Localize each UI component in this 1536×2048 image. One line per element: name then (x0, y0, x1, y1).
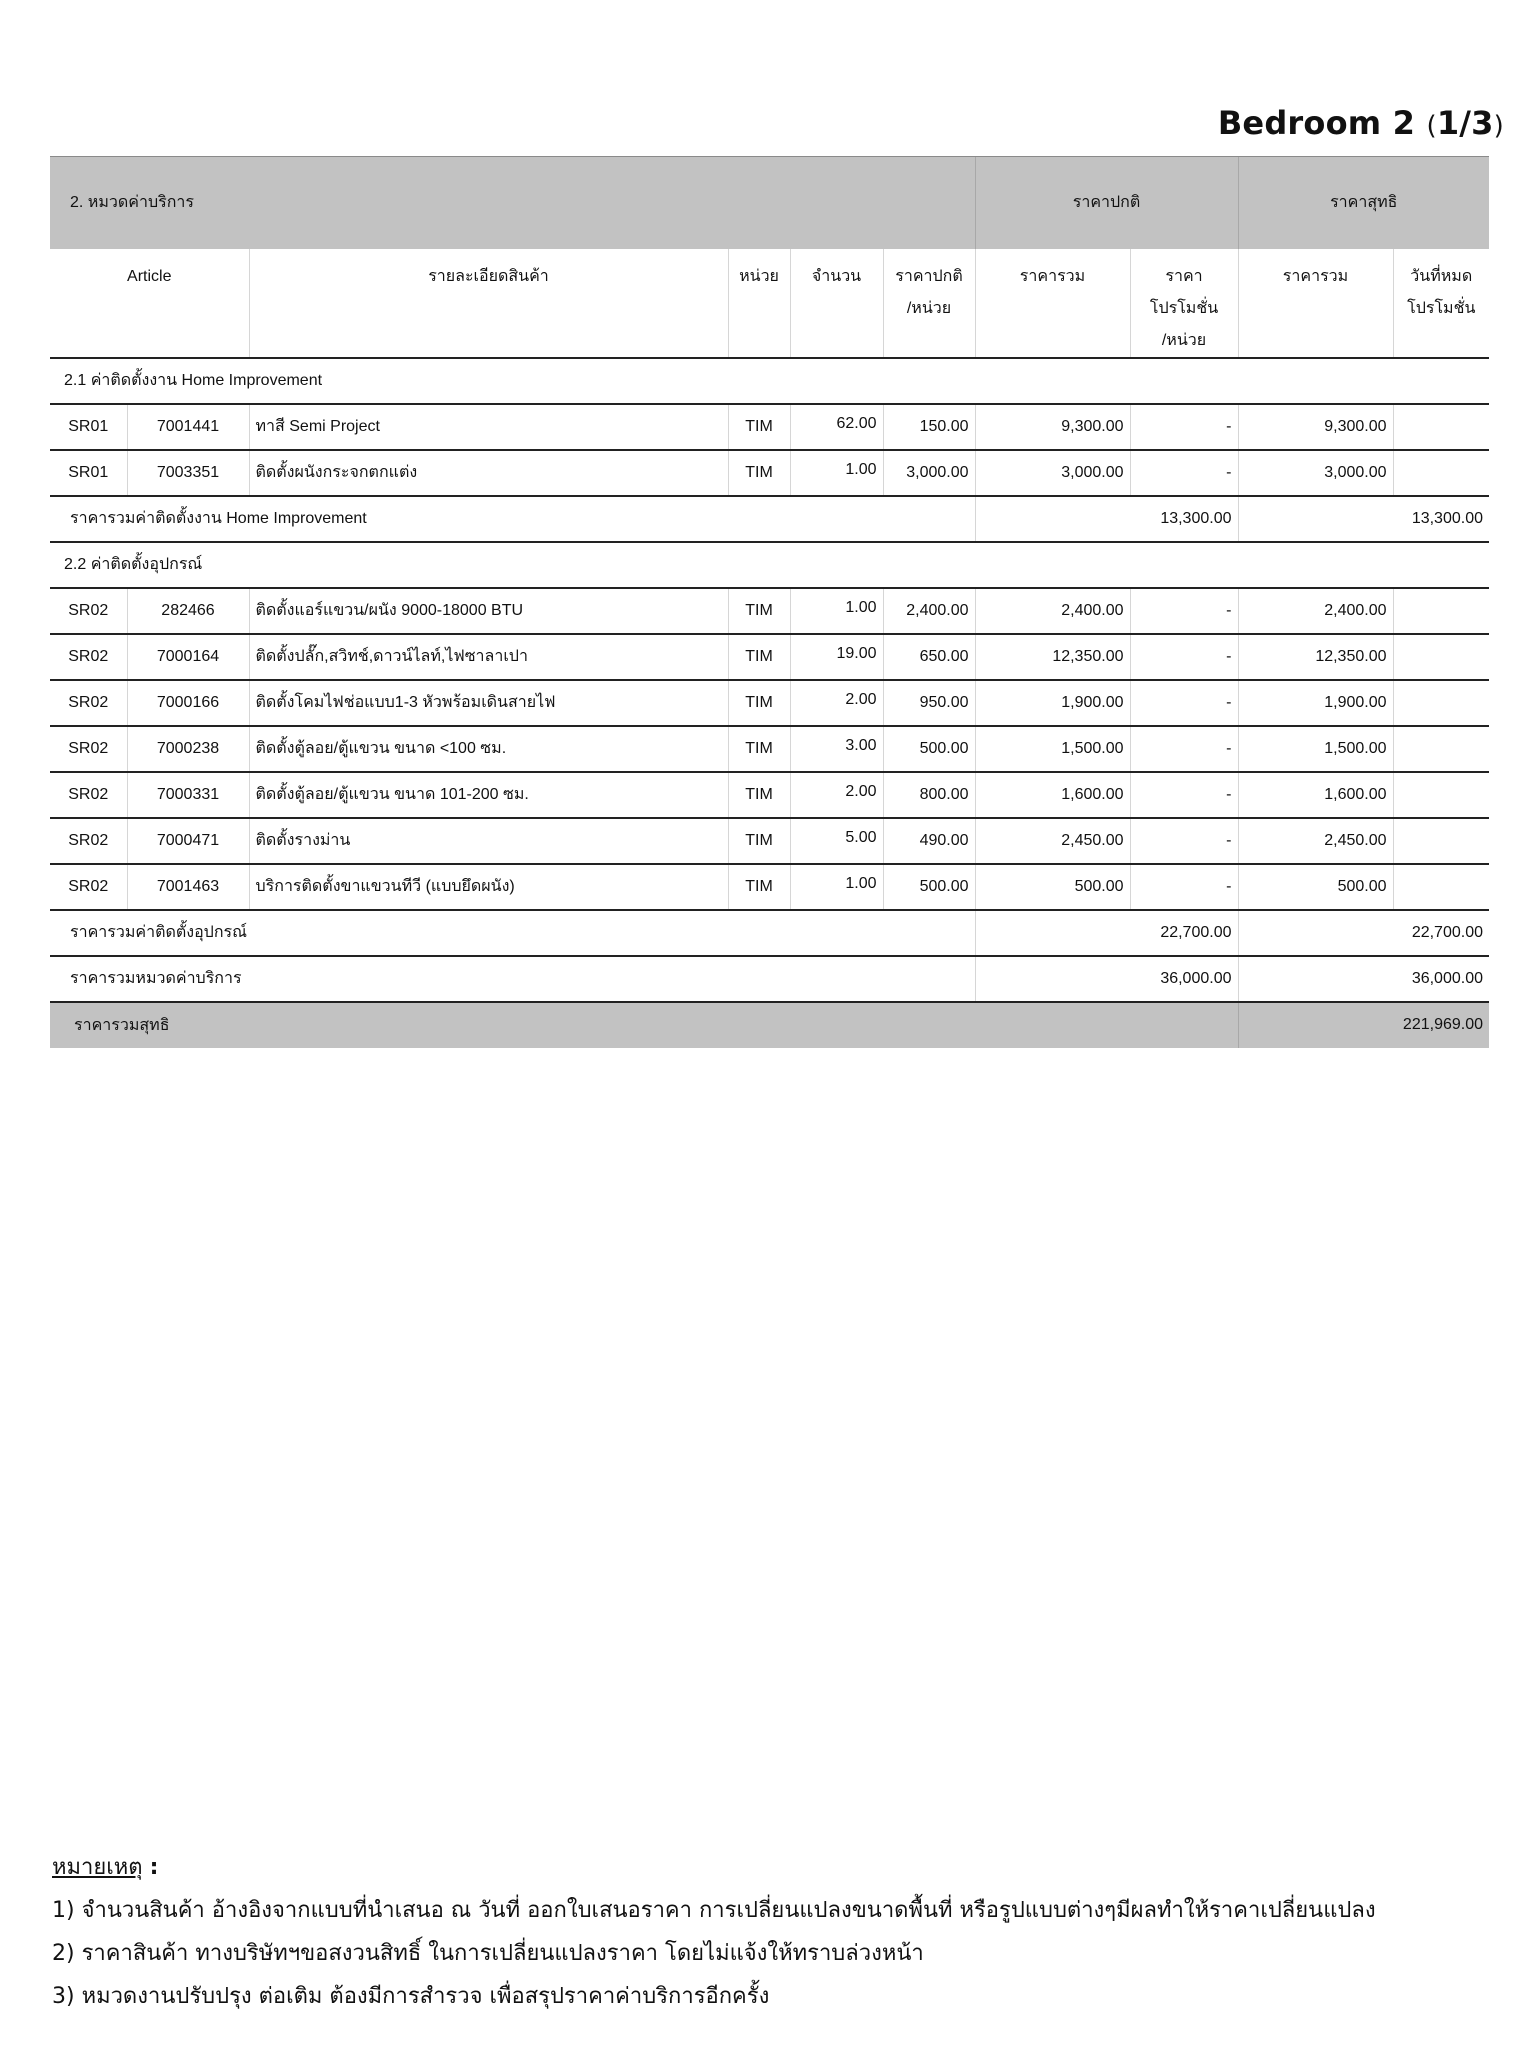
cell-qty: 5.00 (790, 818, 883, 864)
cell-article: 7001441 (127, 404, 249, 450)
category-header-row (50, 157, 1489, 249)
band-normal-price: ราคาปกติ (975, 157, 1238, 249)
cell-unit-price: 490.00 (883, 818, 975, 864)
cell-promo-price: - (1130, 818, 1238, 864)
cell-qty: 2.00 (790, 680, 883, 726)
col-promo-price: ราคา โปรโมชั่น /หน่วย (1130, 249, 1238, 358)
cell-unit: TIM (728, 864, 790, 910)
table-row (50, 404, 1489, 450)
cell-promo-end (1393, 680, 1489, 726)
cell-total: 500.00 (975, 864, 1130, 910)
table-row (50, 588, 1489, 634)
cell-article: 7000471 (127, 818, 249, 864)
cell-total: 2,450.00 (975, 818, 1130, 864)
cell-promo-price: - (1130, 588, 1238, 634)
cell-promo-end (1393, 588, 1489, 634)
cell-code: SR02 (50, 818, 127, 864)
cell-unit: TIM (728, 404, 790, 450)
page-indicator-close: ) (1493, 111, 1504, 141)
cell-code: SR02 (50, 680, 127, 726)
cell-article: 7001463 (127, 864, 249, 910)
cell-total: 2,400.00 (975, 588, 1130, 634)
cell-total: 1,600.00 (975, 772, 1130, 818)
cell-promo-total: 3,000.00 (1238, 450, 1393, 496)
cell-unit-price: 150.00 (883, 404, 975, 450)
cell-article: 7000164 (127, 634, 249, 680)
page-title (1218, 104, 1504, 142)
subtotal-label: ราคารวมค่าติดตั้งงาน Home Improvement (50, 496, 975, 542)
subtotal-row (50, 910, 1489, 956)
cell-unit-price: 950.00 (883, 680, 975, 726)
cell-description: บริการติดตั้งขาแขวนทีวี (แบบยึดผนัง) (249, 864, 728, 910)
quotation-table (50, 156, 1489, 1048)
cell-promo-price: - (1130, 772, 1238, 818)
cell-unit: TIM (728, 588, 790, 634)
group-title-row (50, 542, 1489, 588)
col-total: ราคารวม (975, 249, 1130, 358)
cell-article: 7000166 (127, 680, 249, 726)
col-article: Article (50, 249, 249, 358)
page-indicator-open: ( (1426, 111, 1437, 141)
cell-promo-end (1393, 726, 1489, 772)
notes-title: หมายเหตุ (52, 1855, 143, 1880)
cell-promo-total: 2,450.00 (1238, 818, 1393, 864)
subtotal-net-value: 13,300.00 (1238, 496, 1489, 542)
cell-unit-price: 500.00 (883, 726, 975, 772)
cell-code: SR02 (50, 588, 127, 634)
cell-promo-total: 2,400.00 (1238, 588, 1393, 634)
cell-description: ติดตั้งตู้ลอย/ตู้แขวน ขนาด 101-200 ซม. (249, 772, 728, 818)
col-unit: หน่วย (728, 249, 790, 358)
cell-unit: TIM (728, 818, 790, 864)
cell-code: SR01 (50, 404, 127, 450)
cell-promo-price: - (1130, 634, 1238, 680)
cell-article: 282466 (127, 588, 249, 634)
category-title: 2. หมวดค่าบริการ (50, 157, 975, 249)
cell-total: 12,350.00 (975, 634, 1130, 680)
note-item: 1) จำนวนสินค้า อ้างอิงจากแบบที่นำเสนอ ณ วันที่ ออกใบเสนอราคา การเปลี่ยนแปลงขนาดพื้นที่ หรือรูปแบบต่างๆมีผลทำให้ราคาเปลี่ยนแปลง (52, 1898, 1376, 1923)
cell-unit-price: 650.00 (883, 634, 975, 680)
cell-unit: TIM (728, 634, 790, 680)
cell-description: ติดตั้งผนังกระจกตกแต่ง (249, 450, 728, 496)
cell-promo-price: - (1130, 864, 1238, 910)
cell-description: ติดตั้งรางม่าน (249, 818, 728, 864)
cell-description: ติดตั้งปลั๊ก,สวิทช์,ดาวน์ไลท์,ไฟซาลาเปา (249, 634, 728, 680)
cell-unit-price: 3,000.00 (883, 450, 975, 496)
cell-unit-price: 2,400.00 (883, 588, 975, 634)
grand-total-label: ราคารวมสุทธิ (74, 1016, 170, 1034)
cell-unit: TIM (728, 680, 790, 726)
cell-code: SR02 (50, 864, 127, 910)
table-row (50, 818, 1489, 864)
cell-unit-price: 500.00 (883, 864, 975, 910)
subtotal-row (50, 496, 1489, 542)
cell-article: 7000238 (127, 726, 249, 772)
cell-unit-price: 800.00 (883, 772, 975, 818)
group-title-row (50, 358, 1489, 404)
cell-promo-total: 500.00 (1238, 864, 1393, 910)
cell-unit: TIM (728, 450, 790, 496)
page-indicator: 1/3 (1436, 104, 1494, 142)
cell-qty: 3.00 (790, 726, 883, 772)
cell-description: ติดตั้งโคมไฟช่อแบบ1-3 หัวพร้อมเดินสายไฟ (249, 680, 728, 726)
subtotal-value: 22,700.00 (975, 910, 1238, 956)
table-row (50, 634, 1489, 680)
cell-description: ทาสี Semi Project (249, 404, 728, 450)
cell-promo-end (1393, 864, 1489, 910)
category-total-net-value: 36,000.00 (1238, 956, 1489, 1002)
cell-promo-end (1393, 404, 1489, 450)
cell-total: 9,300.00 (975, 404, 1130, 450)
cell-promo-total: 12,350.00 (1238, 634, 1393, 680)
col-qty: จำนวน (790, 249, 883, 358)
cell-qty: 2.00 (790, 772, 883, 818)
grand-total-row (50, 1002, 1489, 1048)
page-title-text: Bedroom 2 (1217, 104, 1416, 142)
cell-code: SR02 (50, 726, 127, 772)
cell-qty: 19.00 (790, 634, 883, 680)
table-row (50, 680, 1489, 726)
cell-qty: 62.00 (790, 404, 883, 450)
cell-promo-price: - (1130, 680, 1238, 726)
cell-description: ติดตั้งตู้ลอย/ตู้แขวน ขนาด <100 ซม. (249, 726, 728, 772)
notes-section (52, 1846, 1376, 2018)
cell-total: 1,900.00 (975, 680, 1130, 726)
cell-promo-total: 9,300.00 (1238, 404, 1393, 450)
cell-code: SR02 (50, 772, 127, 818)
col-promo-end: วันที่หมด โปรโมชั่น (1393, 249, 1489, 358)
cell-promo-end (1393, 634, 1489, 680)
cell-promo-price: - (1130, 726, 1238, 772)
notes-colon: : (149, 1855, 159, 1880)
col-description: รายละเอียดสินค้า (249, 249, 728, 358)
group-title: 2.1 ค่าติดตั้งงาน Home Improvement (50, 358, 1489, 404)
band-net-price: ราคาสุทธิ (1238, 157, 1489, 249)
category-total-value: 36,000.00 (975, 956, 1238, 1002)
table-row (50, 726, 1489, 772)
cell-total: 3,000.00 (975, 450, 1130, 496)
cell-qty: 1.00 (790, 588, 883, 634)
table-row (50, 864, 1489, 910)
cell-promo-price: - (1130, 404, 1238, 450)
cell-total: 1,500.00 (975, 726, 1130, 772)
cell-promo-total: 1,600.00 (1238, 772, 1393, 818)
cell-promo-end (1393, 450, 1489, 496)
col-unit-price: ราคาปกติ /หน่วย (883, 249, 975, 358)
column-header-row (50, 249, 1489, 358)
cell-article: 7000331 (127, 772, 249, 818)
cell-unit: TIM (728, 772, 790, 818)
cell-code: SR01 (50, 450, 127, 496)
cell-article: 7003351 (127, 450, 249, 496)
cell-promo-total: 1,500.00 (1238, 726, 1393, 772)
group-title: 2.2 ค่าติดตั้งอุปกรณ์ (50, 542, 1489, 588)
table-row (50, 772, 1489, 818)
cell-promo-end (1393, 772, 1489, 818)
cell-description: ติดตั้งแอร์แขวน/ผนัง 9000-18000 BTU (249, 588, 728, 634)
col-promo-total: ราคารวม (1238, 249, 1393, 358)
cell-promo-total: 1,900.00 (1238, 680, 1393, 726)
cell-qty: 1.00 (790, 864, 883, 910)
cell-promo-price: - (1130, 450, 1238, 496)
table-row (50, 450, 1489, 496)
grand-total-value: 221,969.00 (1238, 1002, 1489, 1048)
cell-code: SR02 (50, 634, 127, 680)
note-item: 2) ราคาสินค้า ทางบริษัทฯขอสงวนสิทธิ์ ในการเปลี่ยนแปลงราคา โดยไม่แจ้งให้ทราบล่วงหน้า (52, 1941, 924, 1966)
cell-unit: TIM (728, 726, 790, 772)
subtotal-net-value: 22,700.00 (1238, 910, 1489, 956)
category-total-row (50, 956, 1489, 1002)
subtotal-value: 13,300.00 (975, 496, 1238, 542)
subtotal-label: ราคารวมค่าติดตั้งอุปกรณ์ (50, 910, 975, 956)
note-item: 3) หมวดงานปรับปรุง ต่อเติม ต้องมีการสำรวจ เพื่อสรุปราคาค่าบริการอีกครั้ง (52, 1984, 770, 2009)
cell-promo-end (1393, 818, 1489, 864)
category-total-label: ราคารวมหมวดค่าบริการ (50, 956, 975, 1002)
cell-qty: 1.00 (790, 450, 883, 496)
